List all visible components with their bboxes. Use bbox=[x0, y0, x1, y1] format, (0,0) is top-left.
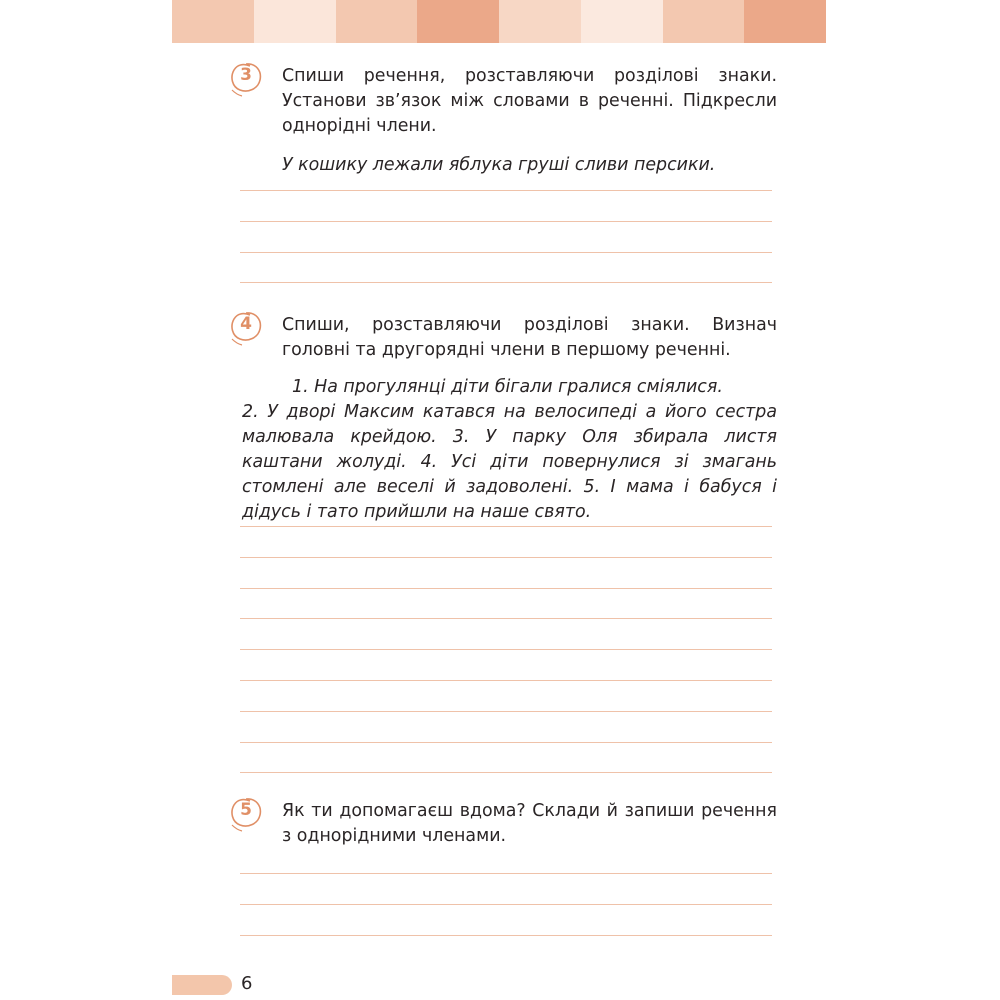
writing-lines[interactable] bbox=[240, 190, 772, 313]
writing-line bbox=[240, 526, 772, 527]
task-number-badge bbox=[232, 313, 260, 341]
writing-line bbox=[240, 221, 772, 222]
exercise-sentence-1: 1. На прогулянці діти бігали гралися сміялися. bbox=[292, 377, 723, 397]
writing-lines[interactable] bbox=[240, 526, 772, 803]
task-instruction: Спиши речення, розставляючи розділові знаки. Установи зв’язок між словами в реченні. Підкресли однорідні члени. bbox=[282, 66, 777, 136]
task-number: 3 bbox=[240, 65, 252, 85]
writing-line bbox=[240, 282, 772, 283]
writing-line bbox=[240, 711, 772, 712]
footer-accent-bar bbox=[172, 975, 232, 995]
writing-line bbox=[240, 649, 772, 650]
writing-line bbox=[240, 588, 772, 589]
header-segment bbox=[172, 0, 254, 43]
task-4 bbox=[232, 313, 777, 525]
writing-line bbox=[240, 680, 772, 681]
writing-line bbox=[240, 873, 772, 874]
task-number-badge bbox=[232, 799, 260, 827]
writing-lines[interactable] bbox=[240, 873, 772, 965]
task-number: 4 bbox=[240, 314, 252, 334]
task-instruction: Як ти допомагаєш вдома? Склади й запиши речення з однорідними членами. bbox=[282, 801, 777, 846]
writing-line bbox=[240, 557, 772, 558]
task-exercise-text bbox=[242, 375, 777, 525]
header-color-bar bbox=[172, 0, 826, 43]
writing-line bbox=[240, 772, 772, 773]
task-number-badge bbox=[232, 64, 260, 92]
header-segment bbox=[663, 0, 745, 43]
writing-line bbox=[240, 904, 772, 905]
header-segment bbox=[417, 0, 499, 43]
task-3 bbox=[232, 64, 777, 178]
header-segment bbox=[336, 0, 418, 43]
exercise-sentences-rest: 2. У дворі Максим катався на велосипеді а його сестра малювала крейдою. 3. У парку Оля збирала листя каштани жолуді. 4. Усі діти повернулися зі змагань стомлені але веселі й задоволені. 5. І мама і бабуся і дідусь і тато прийшли на наше свято. bbox=[242, 402, 777, 522]
header-segment bbox=[744, 0, 826, 43]
task-5 bbox=[232, 799, 777, 849]
header-segment bbox=[581, 0, 663, 43]
header-segment bbox=[254, 0, 336, 43]
writing-line bbox=[240, 742, 772, 743]
writing-line bbox=[240, 618, 772, 619]
task-instruction: Спиши, розставляючи розділові знаки. Визнач головні та другорядні члени в першому реченні. bbox=[282, 315, 777, 360]
task-number: 5 bbox=[240, 800, 252, 820]
writing-line bbox=[240, 935, 772, 936]
task-exercise-text: У кошику лежали яблука груші сливи персики. bbox=[282, 155, 716, 175]
writing-line bbox=[240, 190, 772, 191]
header-segment bbox=[499, 0, 581, 43]
page-number: 6 bbox=[241, 973, 253, 994]
writing-line bbox=[240, 252, 772, 253]
